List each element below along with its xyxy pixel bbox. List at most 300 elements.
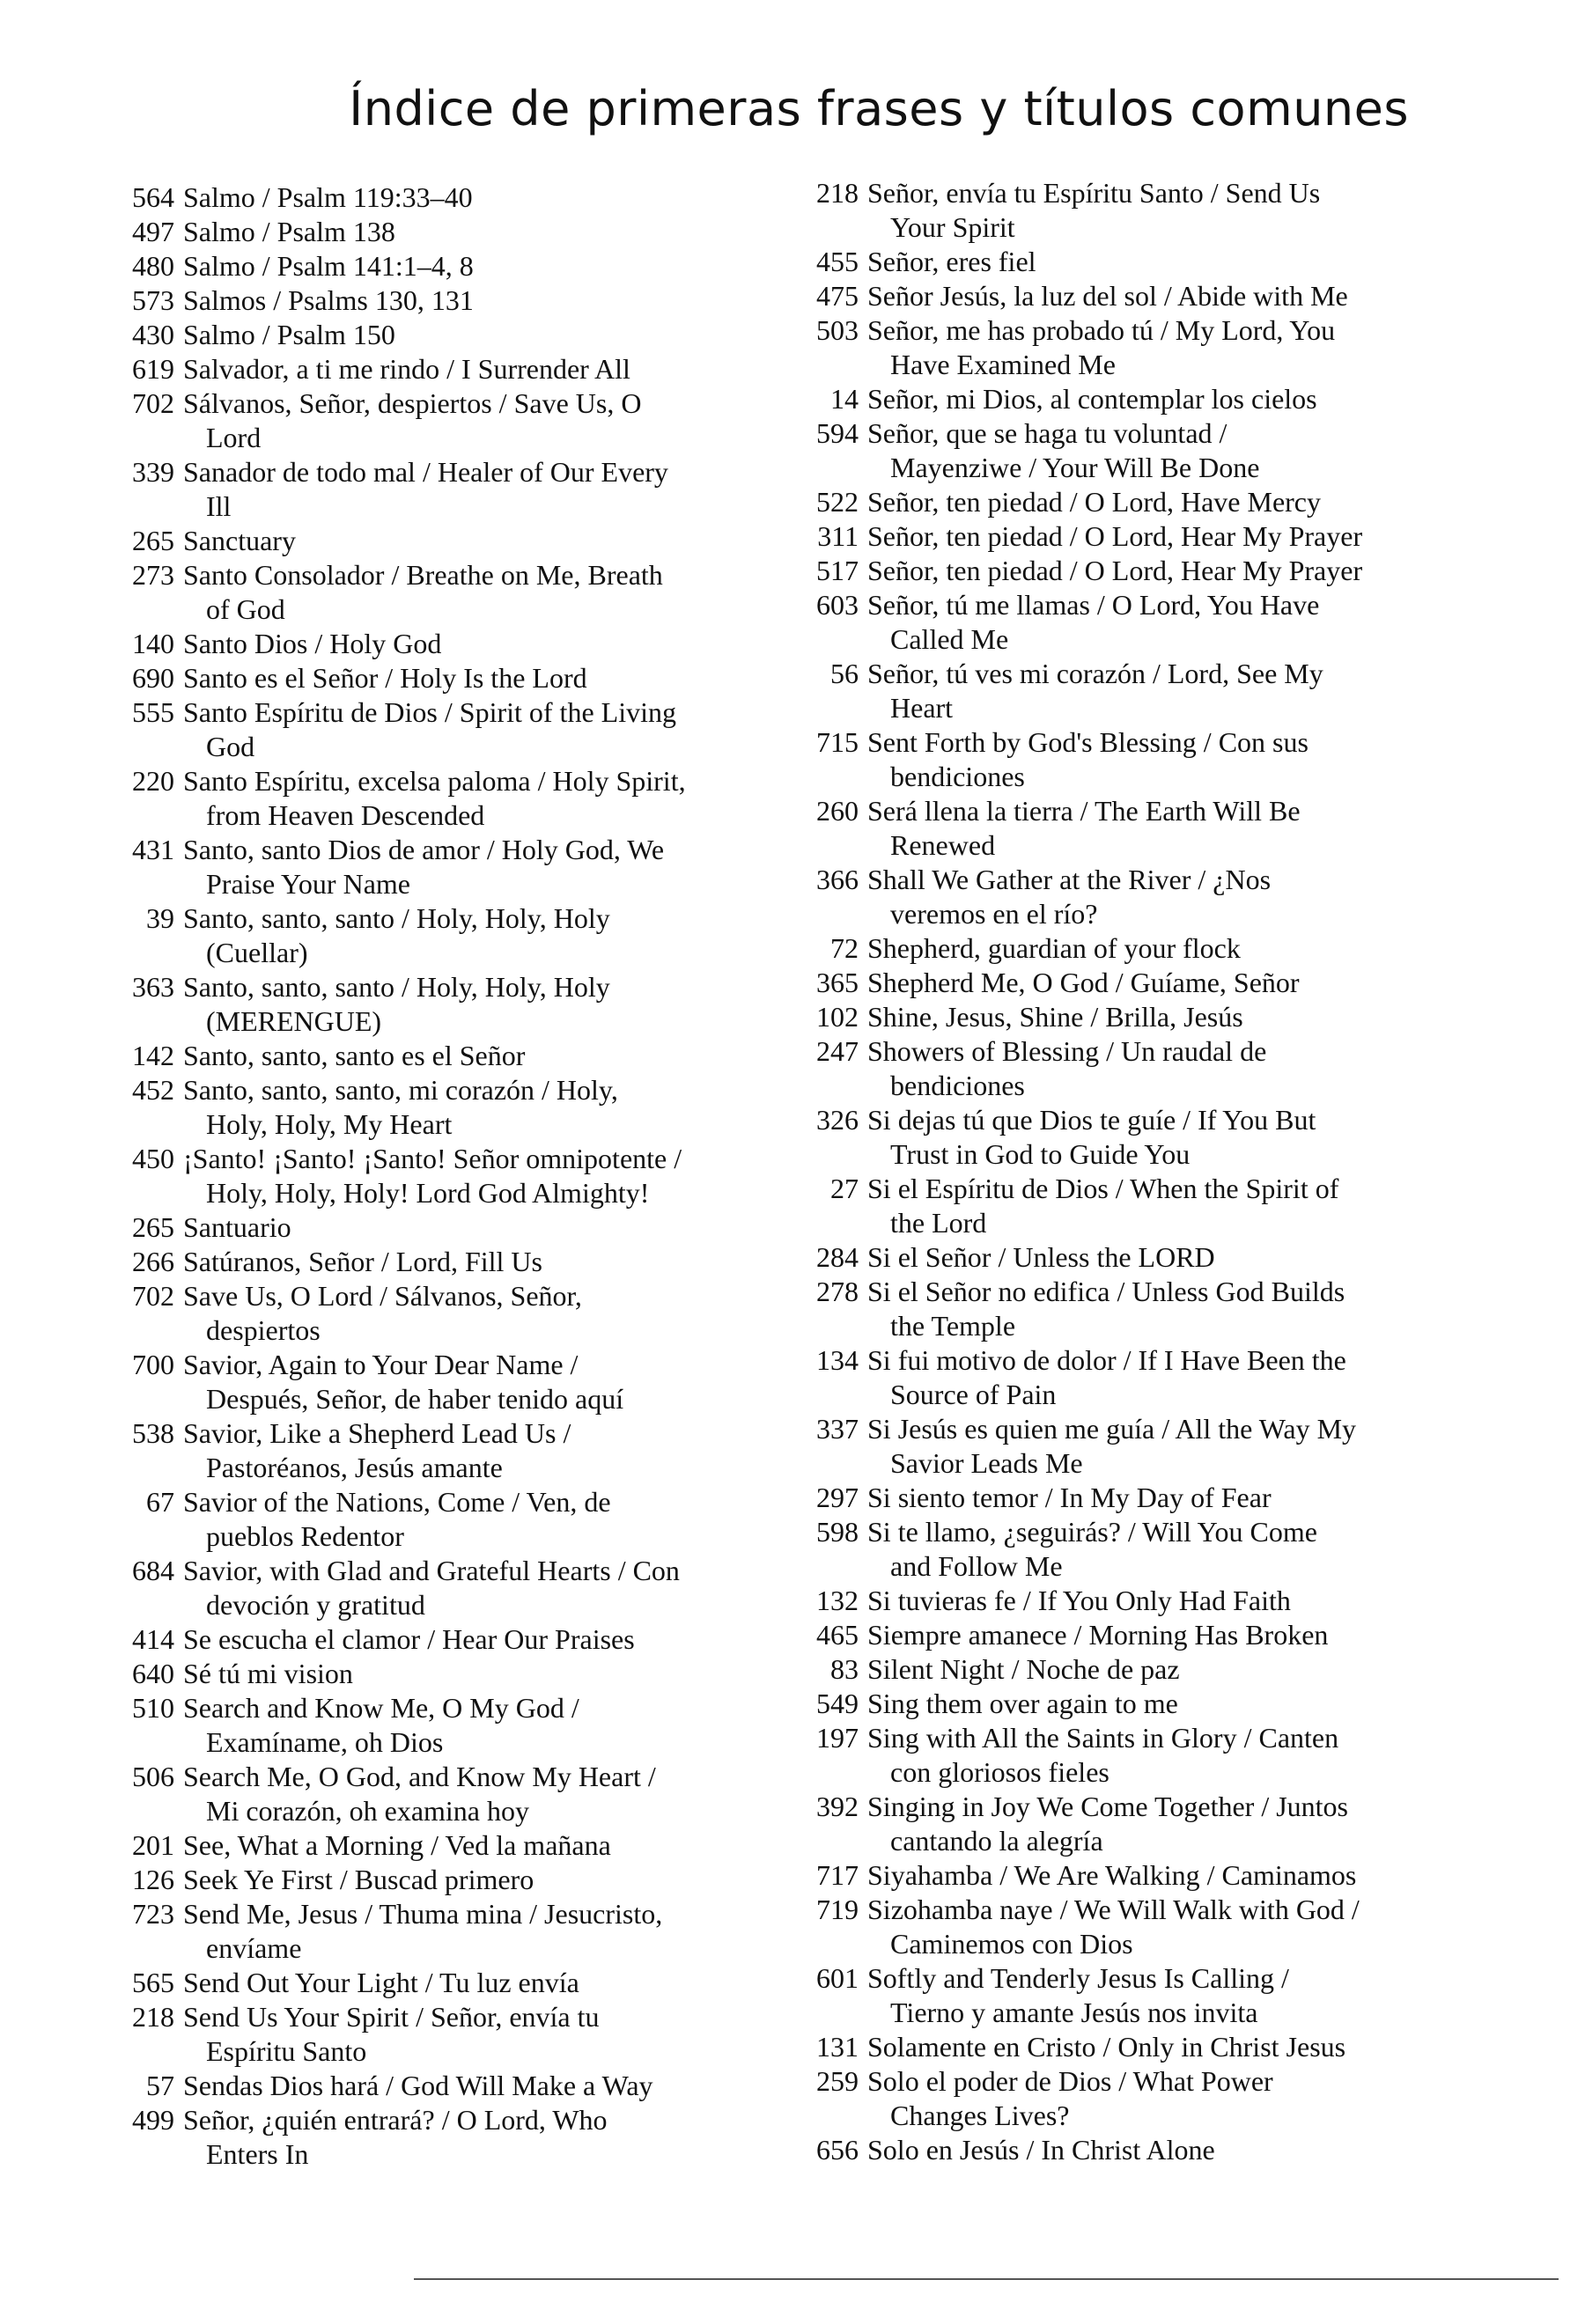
hymn-title-line: Si el Espíritu de Dios / When the Spirit of <box>867 1173 1339 1204</box>
hymn-number: 452 <box>132 1074 174 1106</box>
index-entry <box>797 1618 1431 1652</box>
hymn-title <box>183 318 747 352</box>
hymn-title-line: Singing in Joy We Come Together / Juntos <box>867 1791 1348 1822</box>
hymn-title-line: Santo Consolador / Breathe on Me, Breath <box>183 559 663 591</box>
hymn-title-line: Sizohamba naye / We Will Walk with God / <box>867 1894 1360 1925</box>
hymn-title <box>183 970 747 1039</box>
hymn-title-continuation: (Cuellar) <box>206 937 308 968</box>
hymn-title-continuation: Savior Leads Me <box>890 1447 1083 1479</box>
hymn-title <box>183 524 747 558</box>
hymn-title-line: Salmo / Psalm 141:1–4, 8 <box>183 250 474 282</box>
hymn-title <box>183 1142 747 1210</box>
hymn-title <box>183 2069 747 2103</box>
hymn-title-line: Santo Dios / Holy God <box>183 628 442 659</box>
index-entry <box>797 485 1431 519</box>
index-entry <box>797 382 1431 416</box>
hymn-number: 83 <box>830 1653 859 1685</box>
footer-rule <box>414 2278 1559 2280</box>
index-entry <box>797 1343 1431 1412</box>
hymn-title-continuation: Have Examined Me <box>890 349 1116 380</box>
hymn-number: 365 <box>816 967 859 998</box>
index-entry <box>113 1691 747 1760</box>
hymn-title-continuation: bendiciones <box>890 761 1025 792</box>
hymn-number: 522 <box>816 486 859 518</box>
hymn-title-continuation: bendiciones <box>890 1070 1025 1101</box>
hymn-number: 337 <box>816 1413 859 1445</box>
hymn-title-line: See, What a Morning / Ved la mañana <box>183 1829 611 1861</box>
index-entry <box>797 1858 1431 1893</box>
hymn-number: 565 <box>132 1967 174 1998</box>
hymn-title-line: Señor, tú ves mi corazón / Lord, See My <box>867 658 1323 689</box>
hymn-title <box>183 695 747 764</box>
hymn-title-continuation: Called Me <box>890 623 1009 655</box>
hymn-title <box>183 249 747 283</box>
hymn-title <box>867 519 1431 554</box>
hymn-title-continuation: Trust in God to Guide You <box>890 1138 1191 1170</box>
hymn-title-continuation: Holy, Holy, Holy! Lord God Almighty! <box>206 1177 650 1209</box>
hymn-title-line: Save Us, O Lord / Sálvanos, Señor, <box>183 1280 582 1312</box>
index-column-left <box>113 180 747 2172</box>
hymn-title <box>867 1652 1431 1687</box>
hymn-title-line: Santo, santo, santo / Holy, Holy, Holy <box>183 902 610 934</box>
hymn-number: 510 <box>132 1692 174 1724</box>
hymn-number: 601 <box>816 1962 859 1994</box>
hymn-title-line: Search Me, O God, and Know My Heart / <box>183 1761 656 1792</box>
hymn-title <box>867 657 1431 725</box>
hymn-number: 715 <box>816 726 859 758</box>
index-entry <box>113 1416 747 1485</box>
hymn-title-continuation: Ill <box>206 490 232 522</box>
hymn-number: 247 <box>816 1035 859 1067</box>
hymn-number: 126 <box>132 1864 174 1895</box>
hymn-title-continuation: Después, Señor, de haber tenido aquí <box>206 1383 624 1415</box>
index-entry <box>797 279 1431 313</box>
hymn-title-line: Santo Espíritu, excelsa paloma / Holy Spirit, <box>183 765 686 797</box>
index-entry <box>797 1172 1431 1240</box>
hymn-title-continuation: devoción y gratitud <box>206 1589 425 1621</box>
hymn-title <box>867 794 1431 863</box>
hymn-title <box>183 386 747 455</box>
hymn-title <box>867 1240 1431 1275</box>
hymn-title <box>867 1584 1431 1618</box>
hymn-number: 431 <box>132 834 174 865</box>
hymn-number: 717 <box>816 1859 859 1891</box>
index-entry <box>113 215 747 249</box>
hymn-title <box>867 863 1431 931</box>
index-entry <box>113 627 747 661</box>
index-entry <box>113 524 747 558</box>
hymn-title-line: Sing them over again to me <box>867 1688 1178 1719</box>
hymn-title-line: Salvador, a ti me rindo / I Surrender All <box>183 353 630 385</box>
index-entry <box>113 283 747 318</box>
hymn-title <box>867 1790 1431 1858</box>
hymn-title-line: Sanador de todo mal / Healer of Our Every <box>183 456 668 488</box>
hymn-title <box>867 2030 1431 2064</box>
hymn-title-continuation: (MERENGUE) <box>206 1005 382 1037</box>
hymn-number: 67 <box>146 1486 174 1518</box>
hymn-number: 430 <box>132 319 174 350</box>
hymn-title <box>867 725 1431 794</box>
hymn-number: 702 <box>132 1280 174 1312</box>
hymn-title <box>183 2000 747 2069</box>
hymn-title <box>183 455 747 524</box>
hymn-title-line: Señor, mi Dios, al contemplar los cielos <box>867 383 1317 415</box>
hymn-number: 273 <box>132 559 174 591</box>
hymn-title-line: Siempre amanece / Morning Has Broken <box>867 1619 1329 1651</box>
hymn-title-line: Search and Know Me, O My God / <box>183 1692 579 1724</box>
hymn-title <box>183 1279 747 1348</box>
index-entry <box>113 695 747 764</box>
index-entry <box>113 1657 747 1691</box>
hymn-title-continuation: Tierno y amante Jesús nos invita <box>890 1997 1258 2028</box>
index-entry <box>797 1790 1431 1858</box>
hymn-number: 538 <box>132 1417 174 1449</box>
hymn-title <box>183 833 747 901</box>
hymn-title-line: Si siento temor / In My Day of Fear <box>867 1482 1272 1513</box>
hymn-title <box>867 1515 1431 1584</box>
hymn-title <box>183 1245 747 1279</box>
hymn-title-line: Seek Ye First / Buscad primero <box>183 1864 534 1895</box>
hymn-number: 573 <box>132 284 174 316</box>
index-entry <box>113 180 747 215</box>
hymn-title <box>867 931 1431 966</box>
hymn-title-line: Savior, Like a Shepherd Lead Us / <box>183 1417 571 1449</box>
hymn-title-line: Solo el poder de Dios / What Power <box>867 2065 1273 2097</box>
hymn-title-line: Satúranos, Señor / Lord, Fill Us <box>183 1246 542 1277</box>
hymn-title-continuation: Heart <box>890 692 954 724</box>
hymn-number: 690 <box>132 662 174 694</box>
hymn-number: 218 <box>132 2001 174 2033</box>
hymn-number: 700 <box>132 1349 174 1380</box>
hymn-title-line: Si tuvieras fe / If You Only Had Faith <box>867 1585 1291 1616</box>
hymn-number: 656 <box>816 2134 859 2166</box>
hymn-number: 497 <box>132 216 174 247</box>
hymn-title <box>867 1481 1431 1515</box>
hymn-number: 603 <box>816 589 859 621</box>
hymn-title <box>183 1863 747 1897</box>
hymn-title <box>183 1966 747 2000</box>
hymn-title-continuation: Mi corazón, oh examina hoy <box>206 1795 529 1827</box>
hymn-number: 56 <box>830 658 859 689</box>
hymn-number: 39 <box>146 902 174 934</box>
hymn-title-continuation: Source of Pain <box>890 1379 1057 1410</box>
hymn-number: 265 <box>132 525 174 556</box>
hymn-title <box>183 1657 747 1691</box>
hymn-number: 132 <box>816 1585 859 1616</box>
index-entry <box>113 455 747 524</box>
index-entry <box>797 1103 1431 1172</box>
hymn-title-continuation: Changes Lives? <box>890 2100 1070 2131</box>
hymn-title-continuation: Examíname, oh Dios <box>206 1726 444 1758</box>
hymn-number: 311 <box>817 520 859 552</box>
hymn-title <box>183 1210 747 1245</box>
hymn-title-line: Shall We Gather at the River / ¿Nos <box>867 864 1272 895</box>
hymn-title-line: Santo, santo, santo / Holy, Holy, Holy <box>183 971 610 1003</box>
hymn-number: 366 <box>816 864 859 895</box>
hymn-title-line: Savior, Again to Your Dear Name / <box>183 1349 579 1380</box>
hymn-title-line: Si el Señor / Unless the LORD <box>867 1241 1215 1273</box>
hymn-title <box>867 279 1431 313</box>
hymn-title-line: Sent Forth by God's Blessing / Con sus <box>867 726 1309 758</box>
hymn-title-line: Savior, with Glad and Grateful Hearts / Con <box>183 1555 680 1586</box>
hymn-title-line: Señor, ¿quién entrará? / O Lord, Who <box>183 2104 608 2136</box>
hymn-title-line: Savior of the Nations, Come / Ven, de <box>183 1486 611 1518</box>
page-title: Índice de primeras frases y títulos comunes <box>349 81 1409 136</box>
index-entry <box>113 249 747 283</box>
hymn-title-line: ¡Santo! ¡Santo! ¡Santo! Señor omnipotente / <box>183 1143 682 1174</box>
index-entry <box>113 1245 747 1279</box>
index-entry <box>113 833 747 901</box>
hymn-title <box>867 1343 1431 1412</box>
hymn-title-line: Si Jesús es quien me guía / All the Way My <box>867 1413 1357 1445</box>
hymn-title-line: Silent Night / Noche de paz <box>867 1653 1180 1685</box>
hymn-title <box>867 1275 1431 1343</box>
hymn-number: 455 <box>816 246 859 277</box>
hymn-title-line: Send Us Your Spirit / Señor, envía tu <box>183 2001 600 2033</box>
hymn-title <box>867 2064 1431 2133</box>
hymn-number: 598 <box>816 1516 859 1548</box>
hymn-title <box>867 1103 1431 1172</box>
index-entry <box>797 1034 1431 1103</box>
hymn-title <box>183 1073 747 1142</box>
hymn-title-continuation: Mayenziwe / Your Will Be Done <box>890 452 1260 483</box>
hymn-title-line: Salmo / Psalm 150 <box>183 319 395 350</box>
hymn-number: 297 <box>816 1482 859 1513</box>
hymn-title <box>867 1618 1431 1652</box>
index-entry <box>113 1348 747 1416</box>
hymn-title <box>867 416 1431 485</box>
index-entry <box>113 1966 747 2000</box>
index-entry <box>113 2103 747 2172</box>
hymn-title <box>183 1691 747 1760</box>
hymn-title-line: Shepherd, guardian of your flock <box>867 932 1241 964</box>
hymn-title-continuation: pueblos Redentor <box>206 1520 404 1552</box>
hymn-title <box>867 245 1431 279</box>
index-entry <box>113 1828 747 1863</box>
hymn-title-continuation: Lord <box>206 422 262 453</box>
index-entry <box>797 1481 1431 1515</box>
hymn-number: 702 <box>132 387 174 419</box>
hymn-title-line: Shepherd Me, O God / Guíame, Señor <box>867 967 1300 998</box>
index-entry <box>797 588 1431 657</box>
hymn-title <box>867 554 1431 588</box>
hymn-title-line: Será llena la tierra / The Earth Will Be <box>867 795 1301 827</box>
index-entry <box>797 1515 1431 1584</box>
hymn-title-line: Siyahamba / We Are Walking / Caminamos <box>867 1859 1357 1891</box>
hymn-title <box>183 1485 747 1554</box>
index-entry <box>797 931 1431 966</box>
hymn-title-continuation: despiertos <box>206 1314 321 1346</box>
hymn-number: 72 <box>830 932 859 964</box>
hymn-number: 326 <box>816 1104 859 1136</box>
hymn-number: 218 <box>816 177 859 209</box>
hymn-title-line: Send Out Your Light / Tu luz envía <box>183 1967 579 1998</box>
hymn-title-line: Santo, santo, santo es el Señor <box>183 1040 526 1071</box>
hymn-title-continuation: veremos en el río? <box>890 898 1098 930</box>
hymn-number: 619 <box>132 353 174 385</box>
index-entry <box>113 1622 747 1657</box>
index-entry <box>797 2030 1431 2064</box>
hymn-title-line: Santuario <box>183 1211 291 1243</box>
index-entry <box>113 1485 747 1554</box>
hymn-title-line: Se escucha el clamor / Hear Our Praises <box>183 1623 635 1655</box>
hymn-title <box>183 1348 747 1416</box>
hymn-title-continuation: and Follow Me <box>890 1550 1063 1582</box>
hymn-title-line: Sanctuary <box>183 525 296 556</box>
hymn-title-continuation: from Heaven Descended <box>206 799 485 831</box>
hymn-title <box>183 661 747 695</box>
hymn-number: 475 <box>816 280 859 312</box>
hymn-title-line: Señor, ten piedad / O Lord, Hear My Prayer <box>867 520 1363 552</box>
hymn-number: 555 <box>132 696 174 728</box>
hymn-title <box>183 1416 747 1485</box>
hymn-title-continuation: Praise Your Name <box>206 868 410 900</box>
hymn-title <box>183 1039 747 1073</box>
hymn-number: 564 <box>132 181 174 213</box>
index-entry <box>113 661 747 695</box>
hymn-title-continuation: the Lord <box>890 1207 987 1239</box>
index-entry <box>797 794 1431 863</box>
hymn-number: 363 <box>132 971 174 1003</box>
hymn-title-line: Si el Señor no edifica / Unless God Builds <box>867 1276 1345 1307</box>
hymn-number: 517 <box>816 555 859 586</box>
hymn-title <box>867 1721 1431 1790</box>
hymn-number: 506 <box>132 1761 174 1792</box>
index-entry <box>113 1039 747 1073</box>
hymn-title-continuation: con gloriosos fieles <box>890 1756 1110 1788</box>
hymn-title <box>867 176 1431 245</box>
hymn-title <box>867 2133 1431 2167</box>
hymn-number: 465 <box>816 1619 859 1651</box>
hymn-number: 723 <box>132 1898 174 1930</box>
hymn-title-line: Sé tú mi vision <box>183 1658 353 1689</box>
hymn-title-line: Softly and Tenderly Jesus Is Calling / <box>867 1962 1289 1994</box>
hymn-number: 450 <box>132 1143 174 1174</box>
index-entry <box>113 352 747 386</box>
hymn-title <box>183 283 747 318</box>
hymn-title <box>867 966 1431 1000</box>
hymn-title <box>867 485 1431 519</box>
hymn-title-line: Sing with All the Saints in Glory / Canten <box>867 1722 1339 1754</box>
hymn-title <box>867 1412 1431 1481</box>
index-entry <box>797 2133 1431 2167</box>
hymn-title-continuation: Caminemos con Dios <box>890 1928 1133 1960</box>
hymn-title <box>183 627 747 661</box>
index-entry <box>797 1240 1431 1275</box>
hymn-title <box>183 558 747 627</box>
hymn-number: 339 <box>132 456 174 488</box>
hymn-number: 134 <box>816 1344 859 1376</box>
index-entry <box>113 764 747 833</box>
index-entry <box>797 725 1431 794</box>
hymn-title <box>183 764 747 833</box>
hymn-number: 131 <box>816 2031 859 2063</box>
index-entry <box>113 1279 747 1348</box>
index-entry <box>113 1073 747 1142</box>
hymn-title-line: Señor Jesús, la luz del sol / Abide with Me <box>867 280 1348 312</box>
hymn-title-continuation: Enters In <box>206 2138 309 2170</box>
index-entry <box>797 245 1431 279</box>
hymn-number: 57 <box>146 2070 174 2101</box>
hymn-number: 480 <box>132 250 174 282</box>
index-entry <box>113 318 747 352</box>
hymn-number: 142 <box>132 1040 174 1071</box>
hymn-number: 503 <box>816 314 859 346</box>
index-entry <box>797 519 1431 554</box>
hymn-number: 719 <box>816 1894 859 1925</box>
index-entry <box>113 970 747 1039</box>
hymn-title <box>867 588 1431 657</box>
hymn-title-line: Señor, ten piedad / O Lord, Hear My Prayer <box>867 555 1363 586</box>
hymn-title-line: Señor, me has probado tú / My Lord, You <box>867 314 1336 346</box>
hymn-title <box>867 1893 1431 1961</box>
hymn-number: 499 <box>132 2104 174 2136</box>
index-entry <box>797 313 1431 382</box>
hymn-number: 265 <box>132 1211 174 1243</box>
hymn-title <box>183 1897 747 1966</box>
hymn-title-line: Sálvanos, Señor, despiertos / Save Us, O <box>183 387 642 419</box>
hymn-number: 594 <box>816 417 859 449</box>
hymn-title-continuation: cantando la alegría <box>890 1825 1103 1857</box>
hymn-title-line: Solo en Jesús / In Christ Alone <box>867 2134 1215 2166</box>
hymn-title-continuation: Renewed <box>890 829 996 861</box>
index-entry <box>113 1863 747 1897</box>
hymn-number: 640 <box>132 1658 174 1689</box>
hymn-title-continuation: Espíritu Santo <box>206 2035 367 2067</box>
hymn-title-continuation: of God <box>206 593 285 625</box>
hymn-title-line: Señor, tú me llamas / O Lord, You Have <box>867 589 1320 621</box>
index-entry <box>797 176 1431 245</box>
hymn-title <box>867 1687 1431 1721</box>
index-entry <box>113 558 747 627</box>
hymn-title <box>867 1034 1431 1103</box>
hymn-title-continuation: God <box>206 731 255 762</box>
hymn-title-line: Señor, que se haga tu voluntad / <box>867 417 1227 449</box>
index-entry <box>113 1210 747 1245</box>
index-entry <box>797 657 1431 725</box>
hymn-title-line: Solamente en Cristo / Only in Christ Jesus <box>867 2031 1346 2063</box>
index-entry <box>113 2000 747 2069</box>
hymn-title-line: Send Me, Jesus / Thuma mina / Jesucristo, <box>183 1898 663 1930</box>
hymn-title-continuation: envíame <box>206 1932 302 1964</box>
hymn-number: 201 <box>132 1829 174 1861</box>
hymn-title-line: Si te llamo, ¿seguirás? / Will You Come <box>867 1516 1317 1548</box>
hymn-title-continuation: the Temple <box>890 1310 1016 1342</box>
hymn-title-line: Señor, envía tu Espíritu Santo / Send Us <box>867 177 1321 209</box>
index-entry <box>113 2069 747 2103</box>
hymn-title-line: Sendas Dios hará / God Will Make a Way <box>183 2070 653 2101</box>
hymn-title <box>183 1622 747 1657</box>
index-entry <box>797 554 1431 588</box>
index-entry <box>797 1412 1431 1481</box>
hymn-number: 220 <box>132 765 174 797</box>
hymn-title <box>867 1000 1431 1034</box>
hymn-number: 140 <box>132 628 174 659</box>
hymn-title-line: Santo, santo Dios de amor / Holy God, We <box>183 834 665 865</box>
hymn-title <box>183 1554 747 1622</box>
index-entry <box>797 1275 1431 1343</box>
hymn-title-continuation: Holy, Holy, My Heart <box>206 1108 453 1140</box>
index-entry <box>113 1142 747 1210</box>
index-entry <box>113 901 747 970</box>
hymn-title-line: Si fui motivo de dolor / If I Have Been the <box>867 1344 1346 1376</box>
hymn-title <box>183 352 747 386</box>
hymn-title <box>183 215 747 249</box>
hymn-title-line: Shine, Jesus, Shine / Brilla, Jesús <box>867 1001 1243 1033</box>
hymn-number: 684 <box>132 1555 174 1586</box>
hymn-title-continuation: Your Spirit <box>890 211 1015 243</box>
hymn-title <box>183 1760 747 1828</box>
